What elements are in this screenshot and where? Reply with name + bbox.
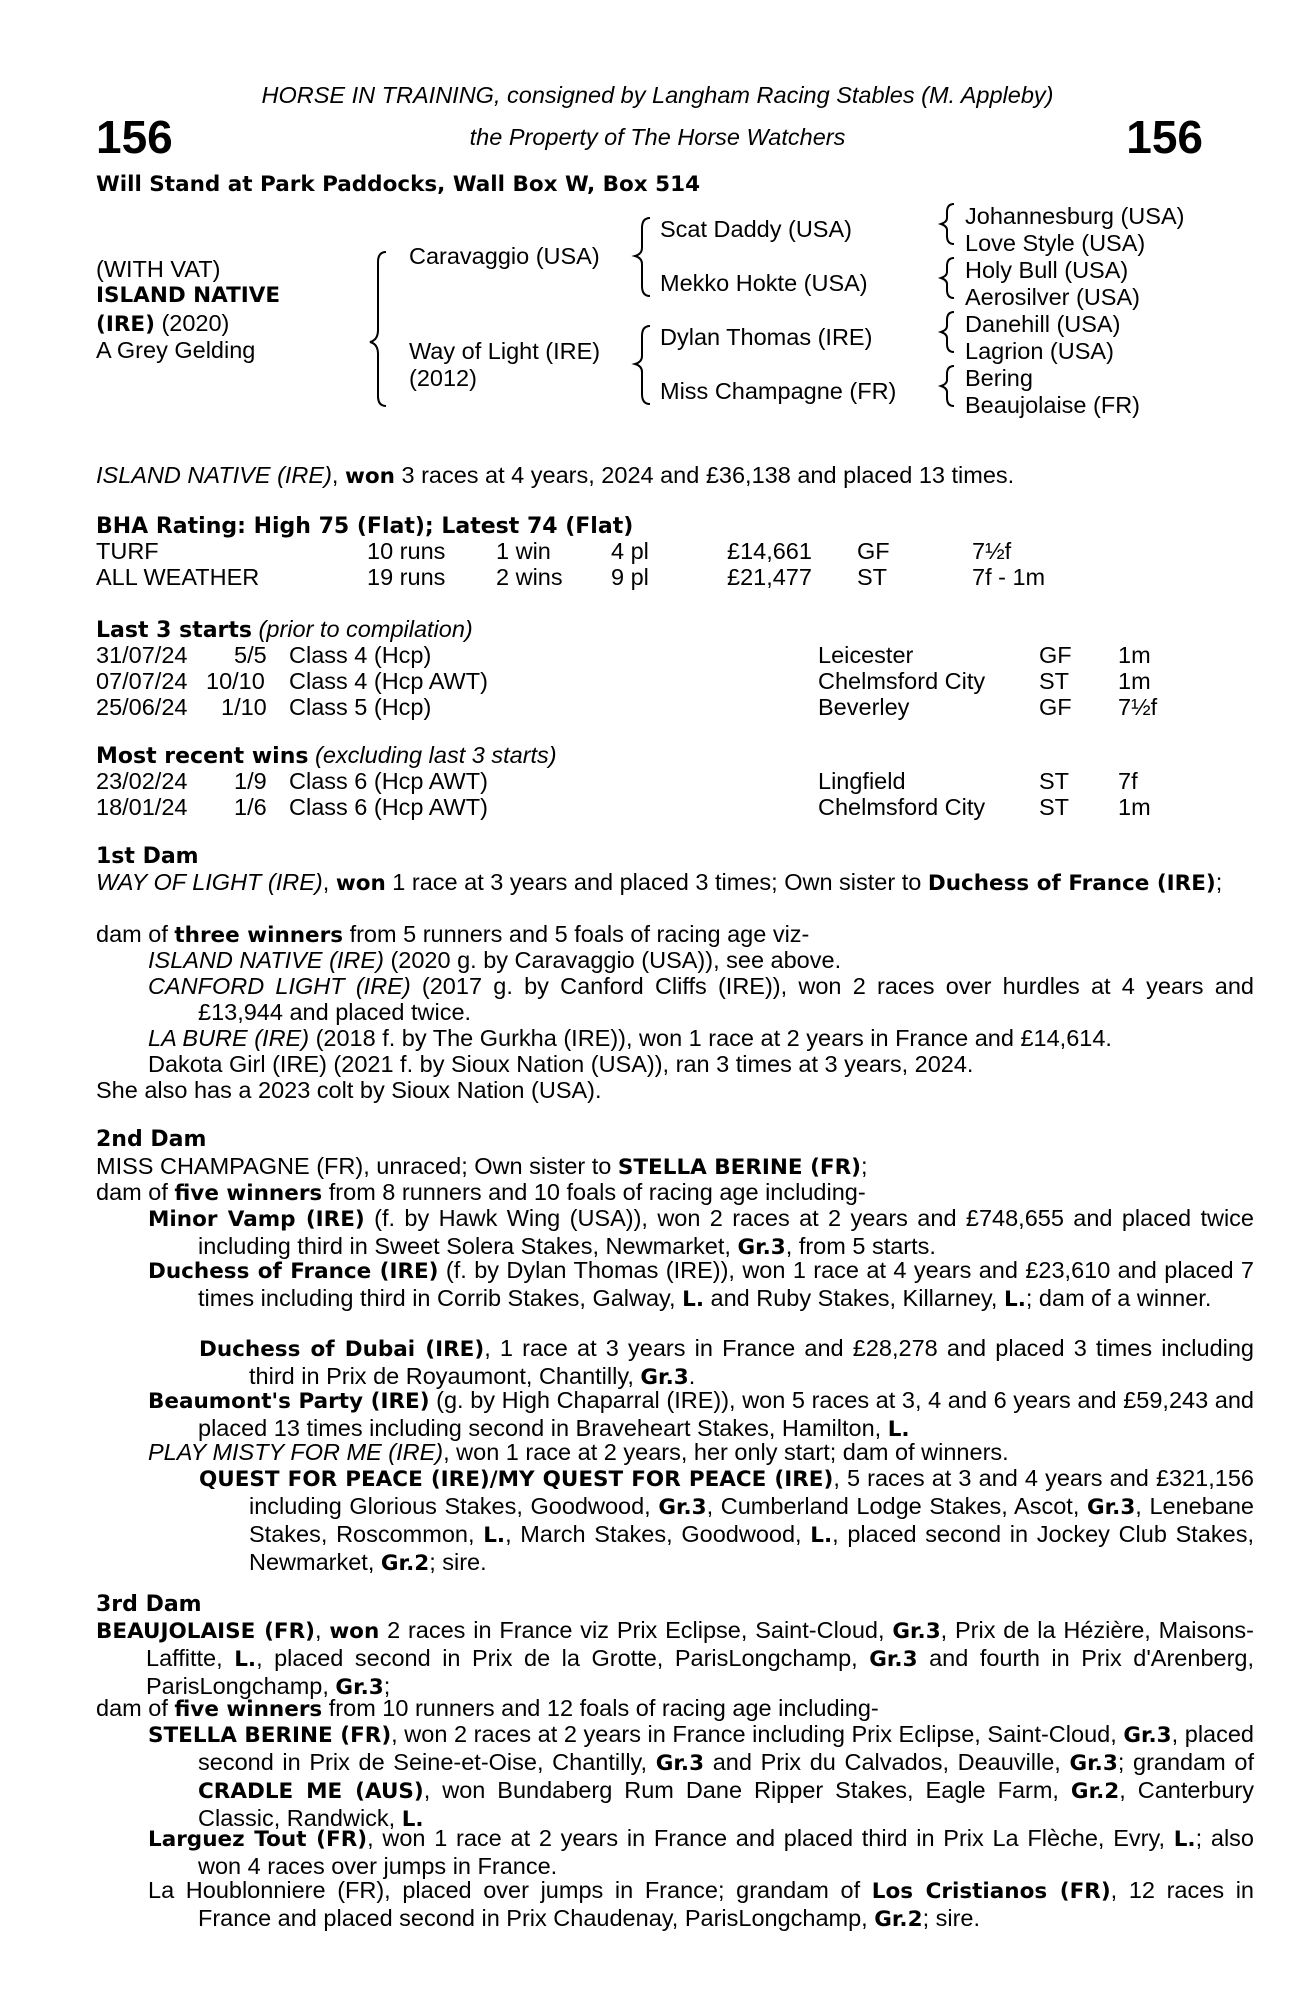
produce-name: Beaumont's Party (IRE) [148, 1389, 430, 1414]
recent-class: Class 6 (Hcp AWT) [289, 794, 488, 820]
produce-name: PLAY MISTY FOR ME (IRE) [148, 1439, 444, 1465]
last3-note: (prior to compilation) [252, 616, 473, 642]
dam3-name: BEAUJOLAISE (FR) [96, 1619, 315, 1644]
produce-name: LA BURE (IRE) [148, 1025, 310, 1051]
lot-number-right: 156 [1126, 111, 1203, 163]
produce-text: ; grandam of [1117, 1749, 1255, 1775]
produce-text: , 12 races in France and placed second in Prix Chaudenay, ParisLongchamp, [198, 1877, 1254, 1931]
recent-course: Chelmsford City [818, 794, 986, 820]
produce-text: , Lenebane Stakes, Roscommon, [249, 1493, 1254, 1547]
pedigree-sire: Caravaggio (USA) [409, 243, 600, 269]
grade: Gr.3 [335, 1675, 384, 1700]
produce-text: ; also won 4 races over jumps in France. [198, 1825, 1254, 1879]
recent-distance: 1m [1118, 794, 1151, 820]
dam2-produce-summary [96, 1179, 866, 1207]
stand-location: Will Stand at Park Paddocks, Wall Box W, Box 514 [96, 172, 701, 197]
dam1-produce-5: She also has a 2023 colt by Sioux Nation (USA). [96, 1077, 602, 1103]
pedigree-sire-dam: Mekko Hokte (USA) [660, 270, 868, 296]
produce-text: . [688, 1363, 696, 1389]
property-line: the Property of The Horse Watchers [469, 124, 846, 150]
grade: Gr.3 [1086, 1495, 1136, 1520]
grade: L. [810, 1523, 833, 1548]
bha-aw-placed: 9 pl [611, 564, 649, 590]
dam2-produce-minor-vamp [148, 1205, 1254, 1261]
dam1-produce-4: Dakota Girl (IRE) (2021 f. by Sioux Nation (USA)), ran 3 times at 3 years, 2024. [148, 1051, 974, 1077]
dam2-text: MISS CHAMPAGNE (FR), unraced; Own sister to [96, 1153, 618, 1179]
produce-text: , placed second in Prix de Seine-et-Oise, Chantilly, [198, 1721, 1255, 1775]
dam2-winners: five winners [174, 1181, 323, 1206]
bha-aw-runs: 19 runs [367, 564, 446, 590]
produce-name: STELLA BERINE (FR) [148, 1723, 392, 1748]
grade: Gr.3 [640, 1365, 689, 1390]
bha-rating: BHA Rating: High 75 (Flat); Latest 74 (Flat) [96, 514, 634, 539]
produce-text: and Ruby Stakes, Killarney, [704, 1285, 1004, 1311]
grade: L. [887, 1417, 910, 1442]
dam2-record [96, 1153, 868, 1181]
produce-text: (2018 f. by The Gurkha (IRE)), won 1 race at 2 years in France and £14,614. [309, 1025, 1112, 1051]
last3-class: Class 4 (Hcp AWT) [289, 668, 488, 694]
pedigree-dam: Way of Light (IRE) [409, 338, 601, 364]
produce-text: (2020 g. by Caravaggio (USA)), see above. [383, 947, 842, 973]
dam2-produce-duchess-of-dubai [199, 1335, 1254, 1391]
pedigree-dss: Danehill (USA) [965, 311, 1121, 337]
grade: Gr.2 [874, 1907, 923, 1932]
horse-description: A Grey Gelding [96, 337, 256, 363]
dam1-title: 1st Dam [96, 844, 199, 869]
last3-heading [96, 616, 473, 644]
produce-name: QUEST FOR PEACE (IRE)/MY QUEST FOR PEACE (IRE) [199, 1467, 834, 1492]
produce-text: ; dam of a winner. [1025, 1285, 1212, 1311]
produce-name: CANFORD LIGHT (IRE) [148, 973, 411, 999]
last3-class: Class 5 (Hcp) [289, 694, 432, 720]
recent-note: (excluding last 3 starts) [308, 742, 557, 768]
consignor-line: HORSE IN TRAINING, consigned by Langham Racing Stables (M. Appleby) [261, 82, 1054, 108]
bha-aw-distance: 7f - 1m [972, 564, 1046, 590]
last3-date: 25/06/24 [96, 694, 188, 720]
pedigree-dsd: Lagrion (USA) [965, 338, 1114, 364]
produce-text: ; sire. [922, 1905, 981, 1931]
dam3-text: , placed second in Prix de la Grotte, ParisLongchamp, [256, 1645, 870, 1671]
produce-text: La Houblonniere (FR), placed over jumps in France; grandam of [148, 1877, 872, 1903]
last3-pos: 10/10 [206, 668, 265, 694]
dam2-produce-quest-for-peace [199, 1465, 1254, 1577]
recent-pos: 1/9 [234, 768, 267, 794]
horse-name: ISLAND NATIVE [96, 283, 281, 308]
grade: L. [401, 1807, 424, 1832]
produce-name: Duchess of Dubai (IRE) [199, 1337, 485, 1362]
pedigree-ssd: Love Style (USA) [965, 230, 1146, 256]
dam1-record [96, 869, 1254, 897]
produce-name: Minor Vamp (IRE) [148, 1207, 365, 1232]
dam3-text: , Prix de la Hézière, Maisons-Laffitte, [146, 1617, 1254, 1671]
dam2-title: 2nd Dam [96, 1127, 207, 1152]
produce-text: , 5 races at 3 and 4 years and £321,156 including Glorious Stakes, Goodwood, [249, 1465, 1254, 1519]
grade: Gr.2 [380, 1551, 430, 1576]
last3-course: Beverley [818, 694, 910, 720]
bha-aw-prize: £21,477 [727, 564, 812, 590]
pedigree-dds: Bering [965, 365, 1033, 391]
lot-number-left: 156 [96, 111, 173, 163]
last3-title: Last 3 starts [96, 618, 253, 643]
dam3-produce-text: from 10 runners and 12 foals of racing age including- [322, 1695, 879, 1721]
produce-text: , won 1 race at 2 years, her only start; dam of winners. [443, 1439, 1009, 1465]
bha-turf-surface: TURF [96, 538, 159, 564]
recent-going: ST [1039, 794, 1070, 820]
recent-course: Lingfield [818, 768, 906, 794]
dam3-text: ; [383, 1673, 391, 1699]
dam2-produce-duchess-of-france [148, 1257, 1254, 1313]
pedigree-sire-sire: Scat Daddy (USA) [660, 216, 852, 242]
produce-text: , Cumberland Lodge Stakes, Ascot, [706, 1493, 1087, 1519]
grade: L. [682, 1287, 704, 1312]
produce-text: ; sire. [429, 1549, 487, 1575]
summary-text: 3 races at 4 years, 2024 and £36,138 and placed 13 times. [394, 462, 1015, 488]
produce-text: (f. by Hawk Wing (USA)), won 2 races at 2 years and £748,655 and placed twice including third in Sweet Solera Stakes, Newmarket, [198, 1205, 1255, 1259]
produce-text: (g. by High Chaparral (IRE)), won 5 races at 3, 4 and 6 years and £59,243 and placed 13 times including second in Braveheart Stakes, Hamilton, [198, 1387, 1254, 1441]
dam3-produce-larguez-tout [148, 1825, 1254, 1879]
grade: L. [234, 1647, 257, 1672]
last3-distance: 1m [1118, 668, 1151, 694]
produce-text: (f. by Dylan Thomas (IRE)), won 1 race at 4 years and £23,610 and placed 7 times including third in Corrib Stakes, Galway, [198, 1257, 1254, 1311]
grade: L. [1173, 1827, 1196, 1852]
produce-text: , March Stakes, Goodwood, [505, 1521, 811, 1547]
dam2-produce-text: from 8 runners and 10 foals of racing age including- [322, 1179, 866, 1205]
dam2-produce-beaumonts-party [148, 1387, 1254, 1443]
dam3-dam-of: dam of [96, 1695, 175, 1721]
grade: Gr.3 [892, 1619, 941, 1644]
dam3-produce-stella-berine [148, 1721, 1254, 1833]
race-summary: ISLAND NATIVE (IRE), won 3 races at 4 years, 2024 and £36,138 and placed 13 times. [96, 462, 1015, 489]
grade: Gr.3 [655, 1751, 705, 1776]
grade: L. [1004, 1287, 1026, 1312]
recent-title: Most recent wins [96, 744, 309, 769]
dam1-dam-of: dam of [96, 921, 175, 947]
dam3-title: 3rd Dam [96, 1592, 202, 1617]
dam3-text: and fourth in Prix d'Arenberg, ParisLongchamp, [146, 1645, 1255, 1699]
recent-pos: 1/6 [234, 794, 267, 820]
bha-turf-placed: 4 pl [611, 538, 649, 564]
dam1-sep: , [322, 869, 336, 895]
dam1-sister: Duchess of France (IRE) [927, 871, 1216, 896]
pedigree-sds: Holy Bull (USA) [965, 257, 1129, 283]
pedigree-sdd: Aerosilver (USA) [965, 284, 1140, 310]
bha-turf-prize: £14,661 [727, 538, 812, 564]
last3-class: Class 4 (Hcp) [289, 642, 432, 668]
bha-aw-wins: 2 wins [496, 564, 563, 590]
dam1-produce-1 [148, 947, 1204, 973]
produce-text: , placed second in Jockey Club Stakes, Newmarket, [249, 1521, 1254, 1575]
bha-aw-going: ST [857, 564, 888, 590]
produce-text: , won 2 races at 2 years in France including Prix Eclipse, Saint-Cloud, [391, 1721, 1124, 1747]
dam3-winners: five winners [174, 1697, 323, 1722]
produce-text: , won 1 race at 2 years in France and placed third in Prix La Flèche, Evry, [367, 1825, 1174, 1851]
dam2-produce-play-misty [148, 1439, 1009, 1465]
horse-origin: (IRE) [96, 312, 155, 337]
dam3-produce-summary [96, 1695, 879, 1723]
dam1-produce-3 [148, 1025, 1204, 1051]
produce-text: , 1 race at 3 years in France and £28,278 and placed 3 times including third in Prix de Royaumont, Chantilly, [249, 1335, 1255, 1389]
bha-turf-wins: 1 win [496, 538, 551, 564]
last3-distance: 1m [1118, 642, 1151, 668]
pedigree-sss: Johannesburg (USA) [965, 203, 1185, 229]
bha-aw-surface: ALL WEATHER [96, 564, 260, 590]
recent-distance: 7f [1118, 768, 1138, 794]
produce-name: Duchess of France (IRE) [148, 1259, 439, 1284]
grade: Gr.3 [658, 1495, 707, 1520]
pedigree-dam-dam: Miss Champagne (FR) [660, 378, 897, 404]
produce-text: , Canterbury Classic, Randwick, [198, 1777, 1254, 1831]
dam2-end: ; [860, 1153, 868, 1179]
dam3-record [96, 1617, 1254, 1701]
dam3-text: 2 races in France viz Prix Eclipse, Saint-Cloud, [379, 1617, 893, 1643]
vat-note: (WITH VAT) [96, 256, 221, 282]
recent-date: 18/01/24 [96, 794, 188, 820]
recent-heading [96, 742, 557, 770]
produce-name: ISLAND NATIVE (IRE) [148, 947, 384, 973]
produce-grandchild: Los Cristianos (FR) [871, 1879, 1111, 1904]
produce-text: , won Bundaberg Rum Dane Ripper Stakes, Eagle Farm, [423, 1777, 1071, 1803]
dam3-sep: , [314, 1617, 330, 1643]
horse-year: (2020) [161, 310, 230, 336]
last3-distance: 7½f [1118, 694, 1158, 720]
grade: Gr.3 [1069, 1751, 1118, 1776]
bha-turf-distance: 7½f [972, 538, 1012, 564]
grade: Gr.3 [1123, 1723, 1172, 1748]
last3-going: GF [1039, 642, 1072, 668]
dam3-won: won [329, 1619, 380, 1644]
produce-text: and Prix du Calvados, Deauville, [704, 1749, 1070, 1775]
dam1-winners: three winners [174, 923, 344, 948]
produce-grandchild: CRADLE ME (AUS) [198, 1779, 424, 1804]
dam1-text: 1 race at 3 years and placed 3 times; Own sister to [385, 869, 928, 895]
dam1-end: ; [1215, 869, 1223, 895]
last3-going: ST [1039, 668, 1070, 694]
summary-horse-name: ISLAND NATIVE (IRE) [96, 462, 332, 488]
pedigree-dam-year: (2012) [409, 365, 477, 391]
pedigree-dam-sire: Dylan Thomas (IRE) [660, 324, 873, 350]
last3-date: 07/07/24 [96, 668, 188, 694]
dam2-sister: STELLA BERINE (FR) [617, 1155, 861, 1180]
dam1-name: WAY OF LIGHT (IRE) [96, 869, 323, 895]
last3-course: Chelmsford City [818, 668, 986, 694]
last3-pos: 5/5 [234, 642, 267, 668]
last3-course: Leicester [818, 642, 914, 668]
bha-turf-going: GF [857, 538, 890, 564]
last3-going: GF [1039, 694, 1072, 720]
dam1-produce-text: from 5 runners and 5 foals of racing age viz- [343, 921, 810, 947]
bha-turf-runs: 10 runs [367, 538, 446, 564]
produce-text: , from 5 starts. [785, 1233, 936, 1259]
dam1-produce-2 [148, 973, 1254, 1025]
grade: Gr.3 [869, 1647, 918, 1672]
last3-pos: 1/10 [221, 694, 267, 720]
dam1-produce-summary [96, 921, 809, 949]
summary-won: won [344, 464, 395, 489]
dam1-won: won [335, 871, 386, 896]
dam2-dam-of: dam of [96, 1179, 175, 1205]
produce-name: Larguez Tout (FR) [148, 1827, 368, 1852]
grade: Gr.2 [1070, 1779, 1120, 1804]
recent-going: ST [1039, 768, 1070, 794]
grade: Gr.3 [737, 1235, 786, 1260]
produce-text: (2017 g. by Canford Cliffs (IRE)), won 2 races over hurdles at 4 years and £13,944 and placed twice. [198, 973, 1254, 1025]
dam3-produce-la-houblonniere [148, 1877, 1254, 1933]
pedigree-ddd: Beaujolaise (FR) [965, 392, 1141, 418]
recent-class: Class 6 (Hcp AWT) [289, 768, 488, 794]
recent-date: 23/02/24 [96, 768, 188, 794]
grade: L. [483, 1523, 506, 1548]
last3-date: 31/07/24 [96, 642, 188, 668]
